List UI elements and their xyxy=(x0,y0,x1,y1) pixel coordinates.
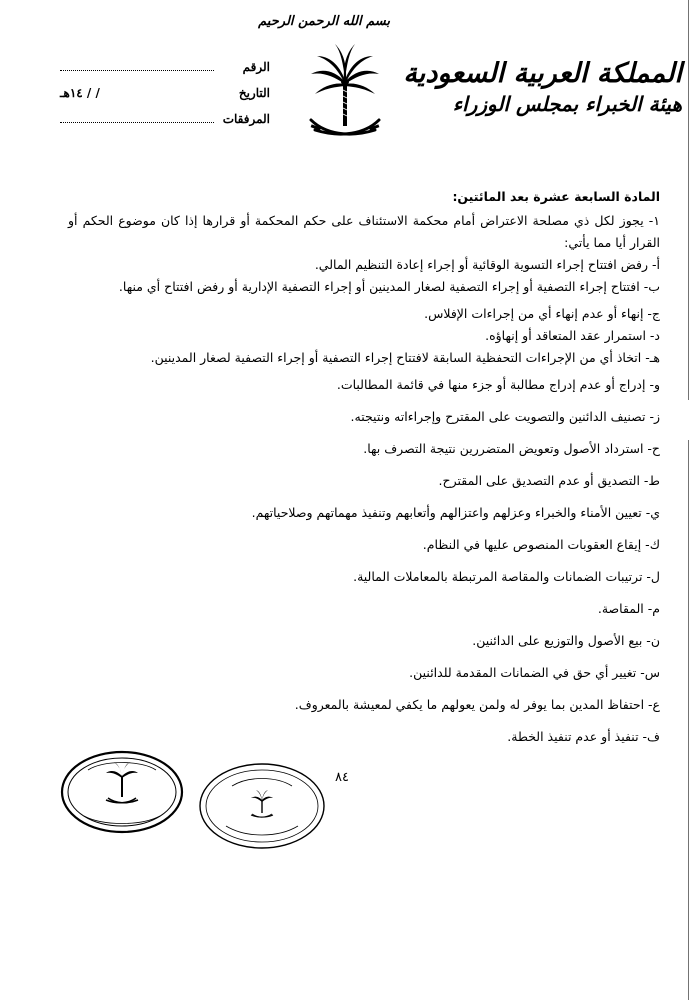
subitem-ya: ي- تعيين الأمناء والخبراء وعزلهم واعتزالهم وأتعابهم وتنفيذ مهماتهم وصلاحياتهم. xyxy=(251,505,660,520)
date-label: التاريخ xyxy=(238,86,270,100)
subitem-zay: ز- تصنيف الدائنين والتصويت على المقترح وإجراءاته ونتيجته. xyxy=(350,409,660,424)
subitem-dal: د- استمرار عقد المتعاقد أو إنهاؤه. xyxy=(485,328,660,343)
reference-number-field xyxy=(60,60,270,74)
official-seal-stamp-2 xyxy=(196,760,328,852)
subitem-nun: ن- بيع الأصول والتوزيع على الدائنين. xyxy=(472,633,660,648)
subitem-alif: أ- رفض افتتاح إجراء التسوية الوقائية أو إجراء إعادة التنظيم المالي. xyxy=(314,257,660,272)
article-body xyxy=(68,186,660,748)
saudi-emblem-icon xyxy=(305,42,385,147)
attachments-dotted-line xyxy=(60,112,214,123)
official-seal-stamp-1 xyxy=(58,746,186,838)
subitem-ayn: ع- احتفاظ المدين بما يوفر له ولمن يعولهم ما يكفي لمعيشة بالمعروف. xyxy=(294,697,660,712)
subitem-lam: ل- ترتيبات الضمانات والمقاصة المرتبطة بالمعاملات المالية. xyxy=(353,569,660,584)
subitem-waw: و- إدراج أو عدم إدراج مطالبة أو جزء منها في قائمة المطالبات. xyxy=(336,377,660,392)
subitem-ha: هـ- اتخاذ أي من الإجراءات التحفظية السابقة لافتتاح إجراء التصفية أو إجراء التصفية لصغار المدينين. xyxy=(150,350,660,365)
reference-dotted-line xyxy=(60,60,214,71)
subitem-ba: ب- افتتاح إجراء التصفية أو إجراء التصفية لصغار المدينين أو إجراء التصفية الإدارية أو رفض افتتاح أي منها. xyxy=(118,279,660,294)
article-title: المادة السابعة عشرة بعد المائتين: xyxy=(452,189,660,204)
article-item-1: ١- يجوز لكل ذي مصلحة الاعتراض أمام محكمة الاستئناف على حكم المحكمة أو قرارها إذا كان موضوع الحكم أو القرار أيا مما يأتي: xyxy=(68,213,660,250)
scan-edge-line xyxy=(688,0,689,1000)
date-value: / / ١٤هـ xyxy=(60,86,100,100)
page-number: ٨٤ xyxy=(335,770,349,785)
subitem-sin: س- تغيير أي حق في الضمانات المقدمة للدائنين. xyxy=(409,665,660,680)
date-field xyxy=(60,86,270,100)
basmala: بسم الله الرحمن الرحيم xyxy=(258,14,390,29)
reference-label: الرقم xyxy=(242,60,270,74)
attachments-label: المرفقات xyxy=(222,112,270,126)
subitem-kaf: ك- إيقاع العقوبات المنصوص عليها في النظام. xyxy=(422,537,660,552)
subitem-jim: ج- إنهاء أو عدم إنهاء أي من إجراءات الإفلاس. xyxy=(424,306,660,321)
kingdom-name: المملكة العربية السعودية xyxy=(403,58,682,89)
letterhead-title xyxy=(403,58,682,118)
subitem-mim: م- المقاصة. xyxy=(597,601,660,616)
subitem-fa: ف- تنفيذ أو عدم تنفيذ الخطة. xyxy=(507,729,660,744)
attachments-field xyxy=(60,112,270,126)
bureau-name: هيئة الخبراء بمجلس الوزراء xyxy=(452,92,682,116)
subitem-hha: ح- استرداد الأصول وتعويض المتضررين نتيجة التصرف بها. xyxy=(363,441,660,456)
subitem-tta: ط- التصديق أو عدم التصديق على المقترح. xyxy=(438,473,660,488)
